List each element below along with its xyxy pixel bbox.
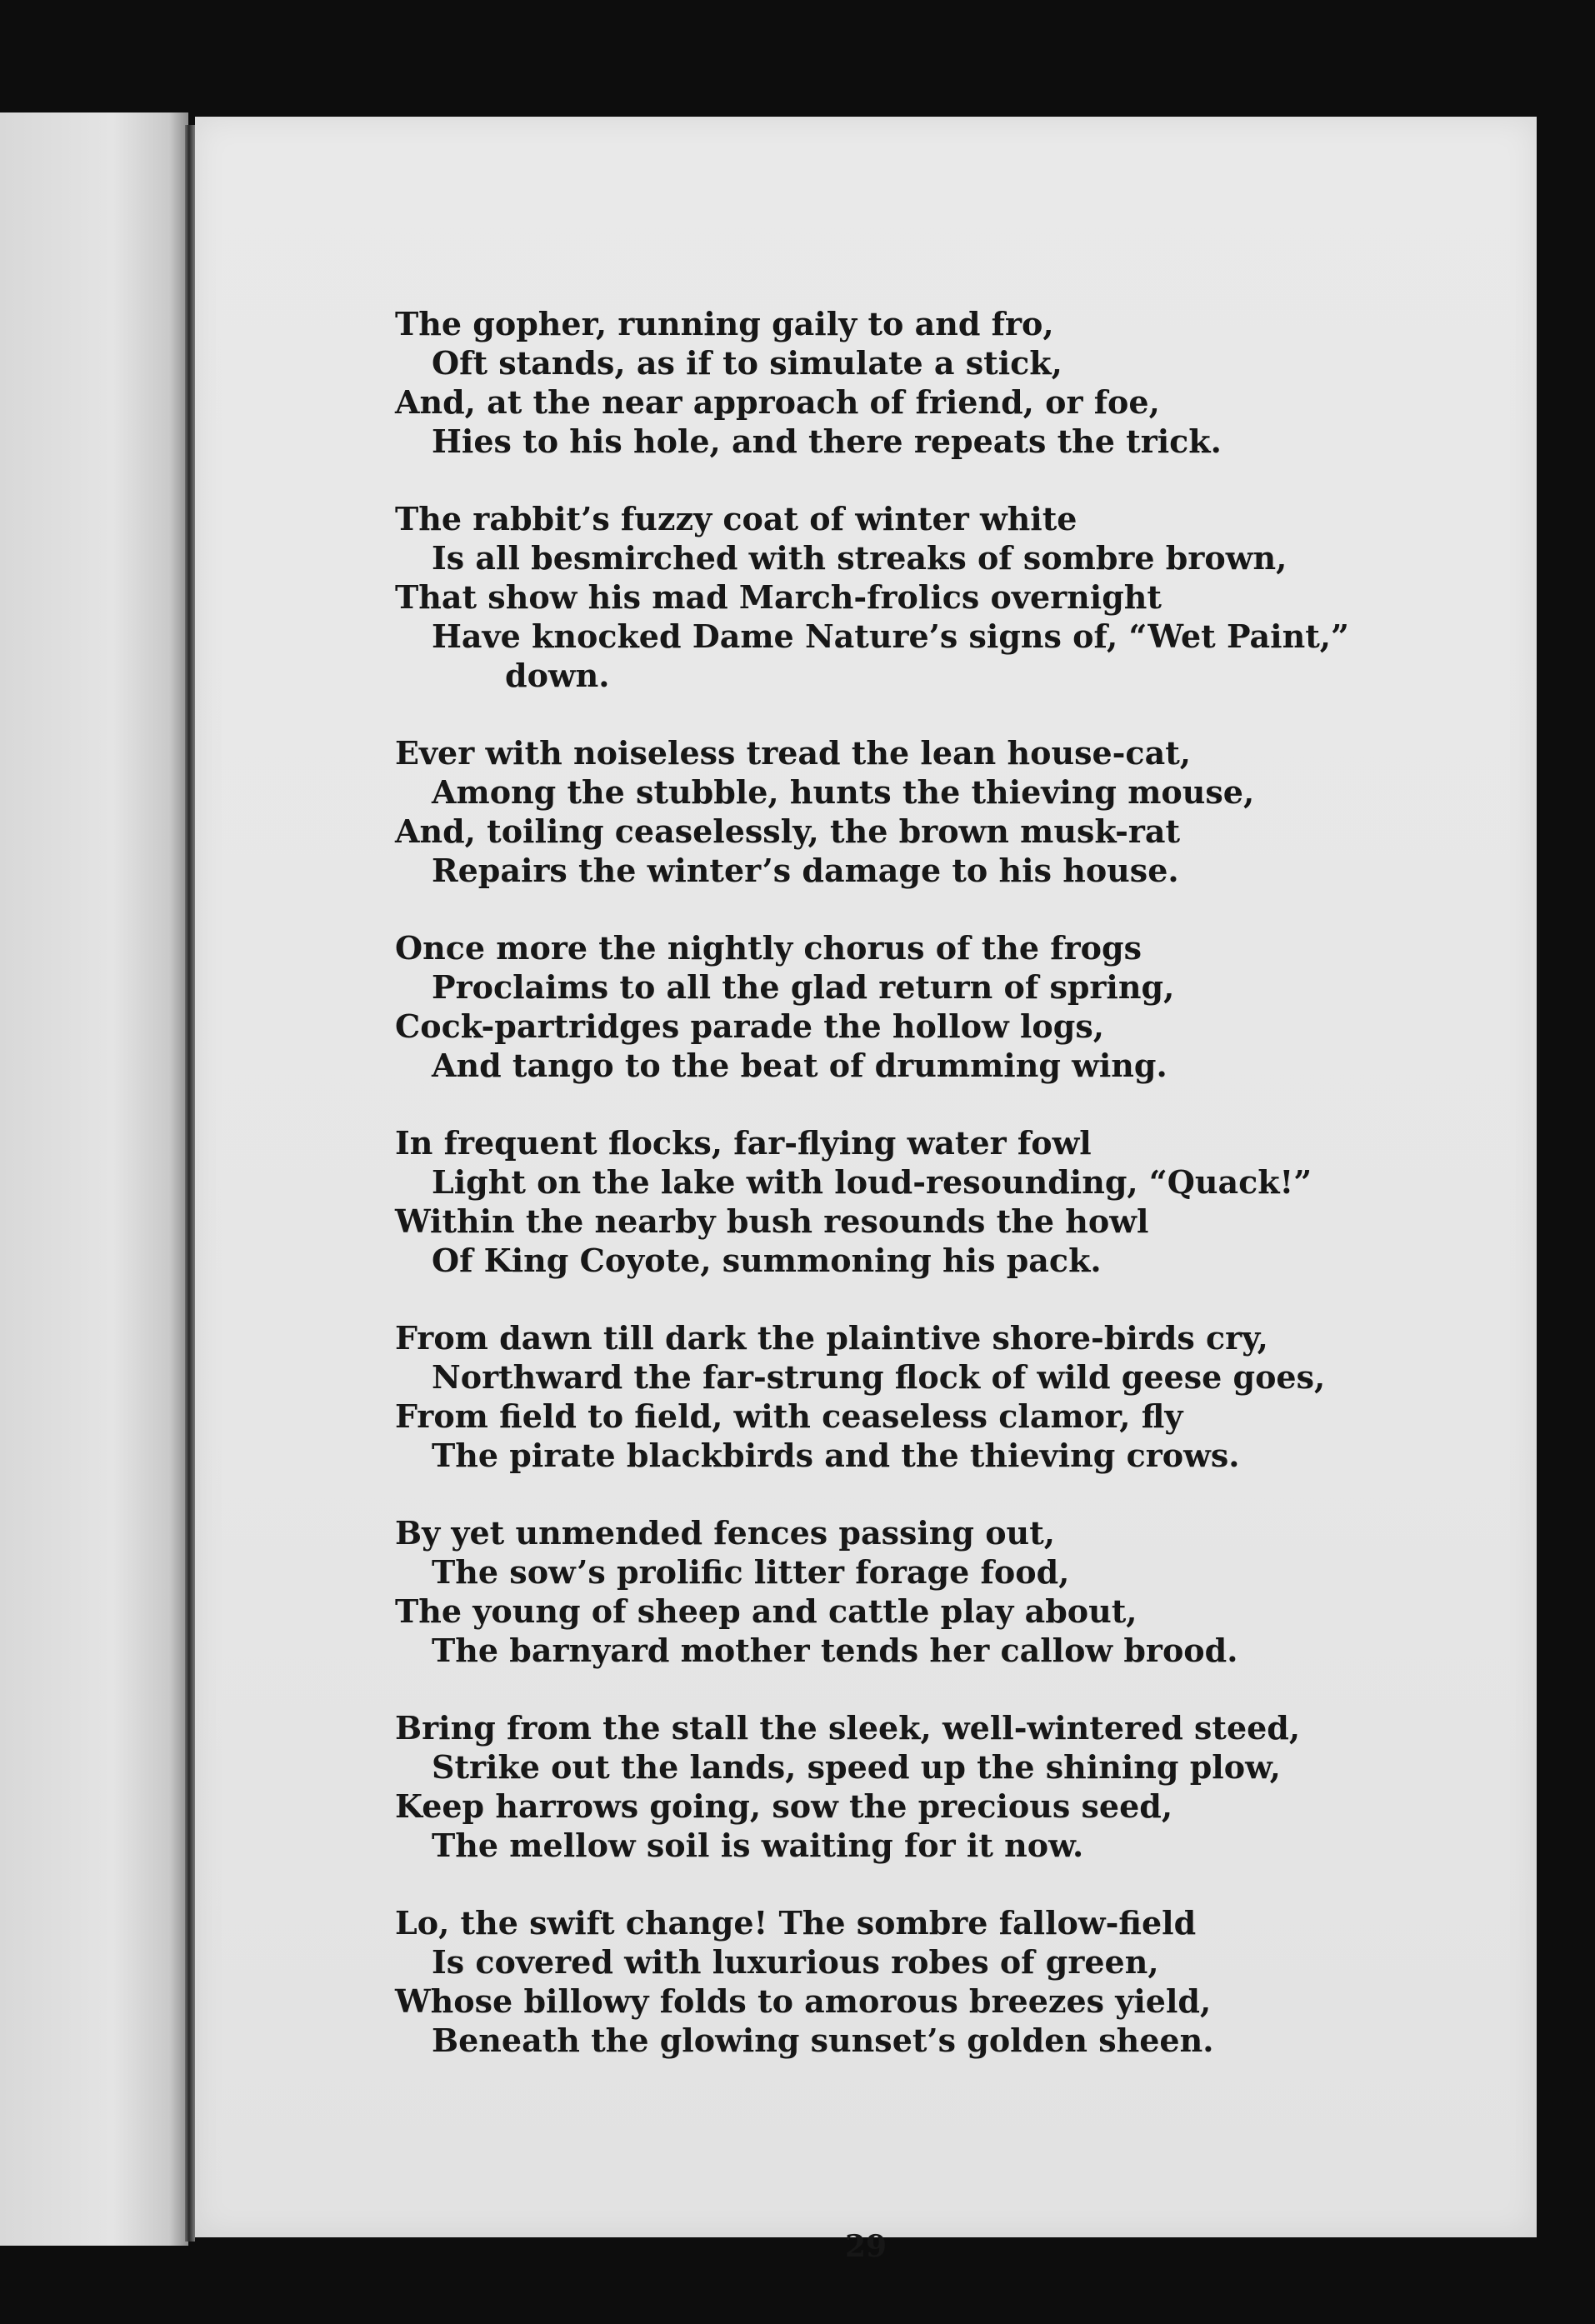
poem (395, 304, 1478, 2098)
poem-line: The mellow soil is waiting for it now. (432, 1827, 1084, 1864)
poem-line: Strike out the lands, speed up the shining plow, (432, 1748, 1281, 1786)
poem-line: Oft stands, as if to simulate a stick, (432, 344, 1062, 382)
facing-page-edge (0, 112, 188, 2246)
stanza (395, 1903, 1478, 2060)
stanza (395, 1708, 1478, 1865)
poem-line: Whose billowy folds to amorous breezes yield, (395, 1982, 1212, 2020)
poem-line: Repairs the winter’s damage to his house. (432, 852, 1179, 889)
stanza (395, 499, 1478, 695)
poem-line: The barnyard mother tends her callow brood. (432, 1632, 1238, 1669)
poem-line: Lo, the swift change! The sombre fallow-field (395, 1904, 1197, 1942)
poem-line: Proclaims to all the glad return of spring, (432, 968, 1175, 1006)
stanza (395, 1318, 1478, 1475)
poem-line: Light on the lake with loud-resounding, “Quack!” (432, 1163, 1312, 1201)
poem-line: Beneath the glowing sunset’s golden sheen. (432, 2022, 1214, 2059)
poem-line: And, toiling ceaselessly, the brown musk-rat (395, 812, 1181, 850)
poem-line: Keep harrows going, sow the precious seed, (395, 1787, 1173, 1825)
poem-line: From dawn till dark the plaintive shore-birds cry, (395, 1319, 1268, 1357)
stanza (395, 304, 1478, 461)
poem-line: Hies to his hole, and there repeats the trick. (432, 422, 1222, 460)
poem-line: And tango to the beat of drumming wing. (432, 1047, 1168, 1084)
poem-line: Of King Coyote, summoning his pack. (432, 1242, 1102, 1279)
poem-line: That show his mad March-frolics overnight (395, 578, 1162, 616)
poem-line: The gopher, running gaily to and fro, (395, 305, 1054, 342)
poem-line: Within the nearby bush resounds the howl (395, 1202, 1149, 1240)
poem-line: Northward the far-strung flock of wild geese goes, (432, 1358, 1326, 1396)
stanza (395, 928, 1478, 1085)
poem-line: The rabbit’s fuzzy coat of winter white (395, 500, 1078, 537)
poem-line: From field to field, with ceaseless clamor, fly (395, 1397, 1183, 1435)
poem-line: Is covered with luxurious robes of green, (432, 1943, 1159, 1981)
stanza (395, 733, 1478, 890)
poem-line: The pirate blackbirds and the thieving crows. (432, 1437, 1240, 1474)
stanza (395, 1123, 1478, 1280)
poem-line: Is all besmirched with streaks of sombre brown, (432, 539, 1288, 577)
poem-line: Cock-partridges parade the hollow logs, (395, 1007, 1104, 1045)
poem-line: Once more the nightly chorus of the frogs (395, 929, 1142, 967)
poem-line: Have knocked Dame Nature’s signs of, “Wet Paint,” (432, 617, 1349, 655)
book-binding (185, 125, 195, 2242)
stanza (395, 1513, 1478, 1670)
poem-line: By yet unmended fences passing out, (395, 1514, 1055, 1552)
poem-line: The young of sheep and cattle play about, (395, 1592, 1138, 1630)
book-page (195, 117, 1537, 2264)
poem-line: Among the stubble, hunts the thieving mouse, (432, 773, 1255, 811)
poem-line: Bring from the stall the sleek, well-wintered steed, (395, 1709, 1301, 1747)
poem-line: The sow’s prolific litter forage food, (432, 1553, 1070, 1591)
poem-line: down. (505, 657, 610, 694)
poem-line: Ever with noiseless tread the lean house-cat, (395, 734, 1191, 772)
page-number: 29 (844, 2229, 888, 2264)
poem-line: And, at the near approach of friend, or foe, (395, 383, 1160, 421)
poem-line: In frequent flocks, far-flying water fowl (395, 1124, 1092, 1162)
